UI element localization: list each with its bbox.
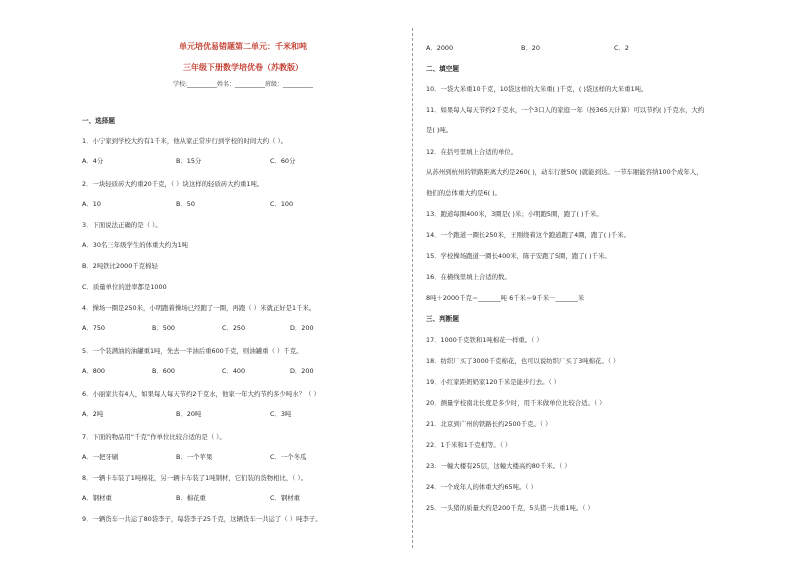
question-11-line-2: 是( )吨。 [426, 126, 453, 134]
option: A．钢材重 [82, 494, 112, 502]
option: C．钢材重 [270, 494, 301, 502]
question-21: 21．北京到广州的铁路长约2500千克。（ ） [426, 420, 552, 428]
column-divider [412, 28, 413, 548]
question-3-option-b: B．2吨铁比2000千克棉轻 [82, 262, 158, 270]
option: D．200 [290, 324, 314, 332]
option: A．2吨 [82, 410, 104, 418]
option: B．棉花重 [176, 494, 206, 502]
section-heading-fill: 二、填空题 [426, 65, 459, 73]
question-25: 25．一头猪的质量大约是200千克，5头猪一共重1吨。（ ） [426, 504, 594, 512]
option: C．2 [614, 44, 629, 52]
question-19: 19．小红家距奶奶家120千米是能步行去。（ ） [426, 378, 561, 386]
question-11-line-1: 11．如果每人每天节约2千克水，一个3口人的家庭一年（按365天计算）可以节约( )千克水，大约 [426, 106, 705, 114]
option: A．2000 [426, 44, 454, 52]
question-24: 24．一个成年人的体重大约65吨。（ ） [426, 483, 537, 491]
question-3-option-a: A．30名三年级学生的体重大约为1吨 [82, 241, 189, 249]
option: D．200 [290, 367, 314, 375]
option: B．500 [152, 324, 175, 332]
question-14: 14．一个跑道一圈长250米，王刚绕着这个跑道跑了4圈，跑了( )千米。 [426, 231, 630, 239]
option: B．20吨 [176, 410, 202, 418]
page-title: 单元培优易错题第二单元：千米和吨 [179, 42, 307, 51]
option: A．800 [82, 367, 105, 375]
question-18: 18．纺织厂买了3000千克棉花，也可以说纺织厂买了3吨棉花。（ ） [426, 357, 620, 365]
option: A．10 [82, 200, 101, 208]
question-12-line-2: 他们的总体重大约是6( )。 [426, 189, 501, 197]
section-heading-judge: 三、判断题 [426, 315, 459, 323]
section-heading-choice: 一、选择题 [82, 117, 115, 125]
option: B．15分 [176, 157, 202, 165]
question-2: 2．一块轻质砖大约重20千克，（ ）块这样的轻质砖大约重1吨。 [82, 180, 264, 188]
option: C．250 [222, 324, 246, 332]
option: C．100 [270, 200, 294, 208]
option: B．一个苹果 [176, 453, 213, 461]
page-subtitle: 三年级下册数学培优卷（苏教版） [183, 63, 303, 72]
option: B．600 [152, 367, 175, 375]
option: A．4分 [82, 157, 104, 165]
question-7: 7．下面的物品用“千克”作单位比较合适的是（ ）。 [82, 433, 226, 441]
question-9: 9．一辆货车一共运了80袋李子，每袋李子25千克，这辆货车一共运了（ ）吨李子。 [82, 515, 322, 523]
student-info-line: 学校:__________姓名：__________班级：__________ [172, 81, 314, 88]
option: C．3吨 [270, 410, 292, 418]
option: B．20 [521, 44, 540, 52]
question-10: 10．一袋大米重10千克，10袋这样的大米重( )千克，( )袋这样的大米重1吨。 [426, 85, 648, 93]
question-22: 22．1千米和1千克相等。（ ） [426, 441, 512, 449]
question-23: 23．一幢大楼有25层，这幢大楼高约80千米。（ ） [426, 462, 571, 470]
option: C．400 [222, 367, 246, 375]
option: A．750 [82, 324, 105, 332]
option: B．50 [176, 200, 195, 208]
question-5: 5．一个装满油的油罐重1吨，先去一半油后重600千克，则油罐重（ ）千克。 [82, 347, 303, 355]
question-3: 3．下面说法正确的是（ ）。 [82, 221, 162, 229]
question-20: 20．测量学校南北长度是多少时，用千米做单位比较合适。（ ） [426, 399, 606, 407]
question-12-line-1: 从苏州到杭州的铁路距离大约是260( )，动车行驶50( )就能到达。一节车厢能容纳100个成年人， [426, 168, 703, 176]
option: C．60分 [270, 157, 296, 165]
question-6: 6．小丽家共有4人，如果每人每天节约2千克水，他家一年大约节约多少吨水？（ ） [82, 390, 320, 398]
question-16: 16．在横线里填上合适的数。 [426, 273, 511, 281]
question-13: 13．跑道每圈400米，3圈是( )米；小明跑5圈，跑了( )千米。 [426, 210, 603, 218]
option: A．一把牙刷 [82, 453, 119, 461]
question-12: 12．在括号里填上合适的单位。 [426, 148, 518, 156]
question-3-option-c: C．质量单位的进率都是1000 [82, 283, 167, 291]
option: C．一个冬瓜 [270, 453, 307, 461]
question-15: 15．学校操场跑道一圈长400米，陈子安跑了5圈，跑了( )千米。 [426, 252, 611, 260]
question-4: 4．操场一圈是250米，小明跑着操场已经跑了一圈，再跑（ ）米就正好是1千米。 [82, 304, 316, 312]
question-8: 8．一辆卡车装了1吨棉花，另一辆卡车装了1吨钢材，它们装的货物相比，（ ）。 [82, 474, 308, 482]
question-17: 17．1000千克铁和1吨棉花一样重。（ ） [426, 336, 543, 344]
question-16-blanks: 8吨＋2000千克＝_______吨 6千米＝9千米－_______米 [426, 294, 585, 302]
question-1: 1．小宁家到学校大约有1千米，他从家正常步行到学校的时间大约（ ）。 [82, 137, 288, 145]
